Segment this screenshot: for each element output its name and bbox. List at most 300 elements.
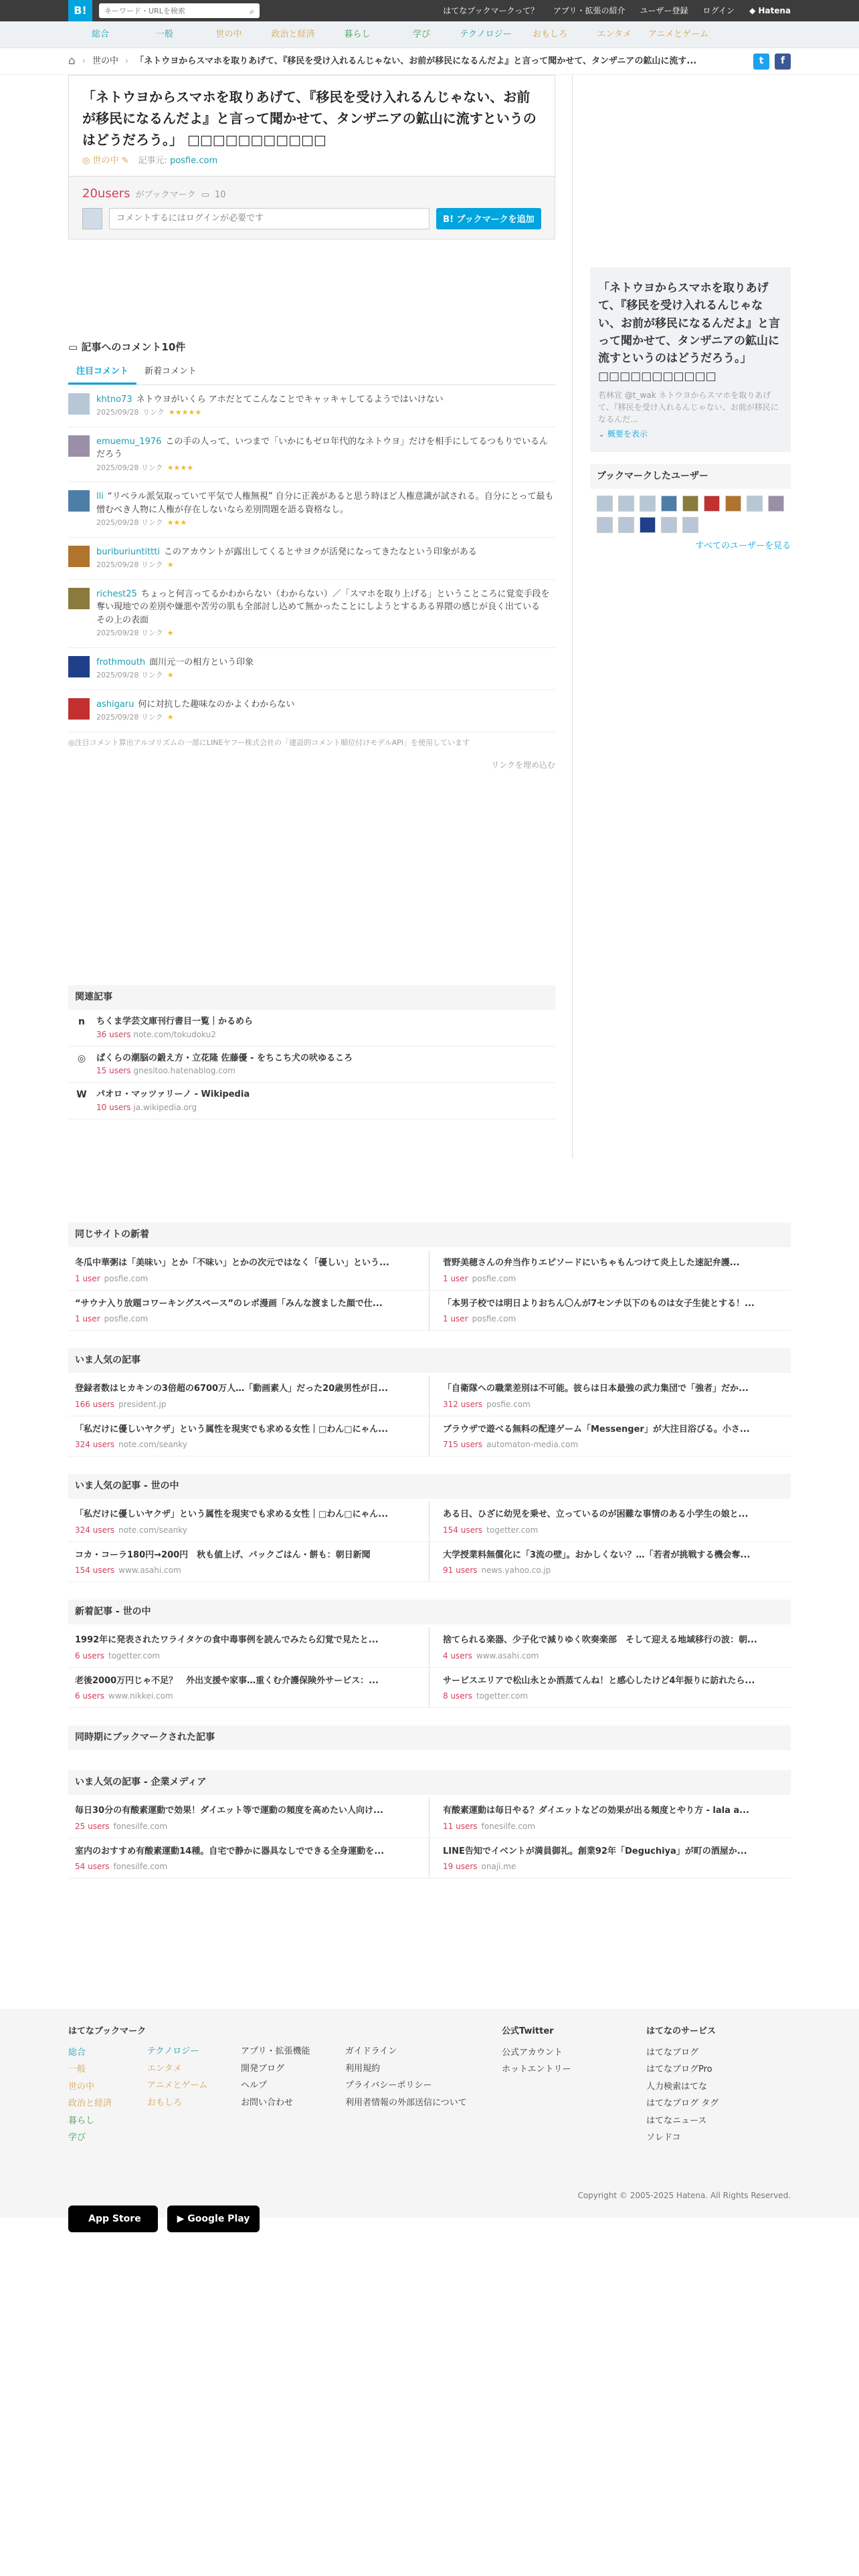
footer-link[interactable]: プライバシーポリシー (345, 2080, 432, 2090)
comment-meta (96, 560, 477, 571)
related-title[interactable]: ぱくらの潮脳の鍛え方・立花隆 佐藤優 - をちこち犬の吠ゆるころ (96, 1053, 353, 1063)
user-avatar[interactable] (704, 496, 720, 512)
comment-item (68, 648, 555, 690)
section-heading: 同時期にブックマークされた記事 (68, 1725, 791, 1750)
article-title[interactable]: 1992年に発表されたワライタケの食中毒事例を読んでみたら幻覚で見たと... (75, 1635, 379, 1645)
comment-user[interactable]: lli (96, 492, 104, 502)
star-icon[interactable]: ★ (167, 629, 174, 637)
comment-avatar[interactable] (68, 393, 90, 415)
bookmark-box (69, 176, 555, 239)
article-title[interactable]: サービスエリアで松山永とか酒蒸てんね！と感心したけど4年振りに訪れたら... (443, 1675, 755, 1686)
article-users[interactable]: 1 user (443, 1273, 468, 1283)
related-users[interactable]: 36 users (96, 1029, 131, 1039)
entry-source: 記事元: posfie.com (138, 156, 218, 166)
avatar (82, 208, 102, 229)
article-meta (443, 1273, 781, 1285)
article-title[interactable]: 「本男子校では明日よりおちん〇んが7センチ以下のものは女子生徒とする！... (443, 1298, 755, 1309)
article-users[interactable]: 4 users (443, 1650, 472, 1660)
google-play-badge[interactable] (167, 2206, 260, 2232)
comment-link[interactable]: リンク (140, 518, 163, 527)
user-avatar[interactable] (682, 496, 698, 512)
entry-category-label: 世の中 (92, 156, 119, 166)
comment-link[interactable]: リンク (140, 463, 163, 472)
article-domain: fonesilfe.com (113, 1821, 168, 1831)
article-users[interactable]: 1 user (443, 1314, 468, 1323)
article-domain: fonesilfe.com (481, 1821, 536, 1831)
star-icon[interactable]: ★★★★ (167, 463, 194, 472)
hatena-logo[interactable]: ◆ Hatena (749, 6, 791, 15)
comment-date[interactable]: 2025/09/28 (96, 408, 139, 417)
article-title[interactable]: 大学授業料無償化に「3流の壁」。おかしくない？…「若者が挑戦する機会奪... (443, 1549, 751, 1560)
top-bar (0, 0, 859, 21)
article-meta (443, 1820, 781, 1832)
comment-tabs (68, 361, 555, 385)
comment-item (68, 427, 555, 483)
register-link[interactable]: ユーザー登録 (640, 6, 688, 15)
article-meta (443, 1564, 781, 1576)
footer-services-links (646, 2046, 719, 2145)
related-item[interactable] (68, 1083, 555, 1119)
app-store-label: App Store (88, 2213, 141, 2224)
comment-avatar[interactable] (68, 588, 90, 609)
article-domain: posfie.com (472, 1273, 516, 1283)
comment-text: ちょっと何言ってるかわからない（わからない）／「スマホを取り上げる」ということころに覚変手段を奪い現地での差別や嫌悪や苦労の肌も全部討し込めて無かったことにしようとするある界隈の感じが良く出ている その上の表面 (96, 588, 550, 625)
related-users[interactable]: 15 users (96, 1066, 131, 1075)
comment-line (96, 546, 477, 559)
comment-date[interactable]: 2025/09/28 (96, 518, 139, 527)
comment-meta (96, 407, 444, 419)
footer-link[interactable]: おもしろ (147, 2097, 183, 2108)
article-users[interactable]: 54 users (75, 1862, 110, 1871)
section-heading: いま人気の記事 (68, 1348, 791, 1373)
related-body (96, 1088, 250, 1113)
article-domain: onaji.me (481, 1862, 516, 1871)
related-body (96, 1052, 353, 1077)
breadcrumb-separator-icon: › (125, 56, 129, 66)
footer (0, 2009, 859, 2224)
entry-meta (82, 154, 541, 168)
category-tab[interactable]: おもしろ (532, 29, 567, 39)
add-bookmark-label: ブックマークを追加 (456, 215, 535, 225)
bookmark-users-grid (590, 489, 791, 533)
article-title[interactable]: “サウナ入り放題コワーキングスペース”のレポ漫画「みんな渡ました顔で仕... (75, 1298, 383, 1309)
top-links (443, 5, 791, 17)
category-tab[interactable]: アニメとゲーム (648, 29, 709, 39)
article-card[interactable] (68, 1668, 430, 1709)
footer-link[interactable]: 総合 (68, 2047, 86, 2058)
article-card[interactable] (68, 1250, 430, 1291)
facebook-icon[interactable]: f (775, 53, 791, 70)
article-card[interactable] (430, 1668, 791, 1709)
related-title[interactable]: ちくま学芸文庫刊行書目一覧｜かるめら (96, 1016, 254, 1027)
article-grid (68, 1798, 791, 1879)
article-card[interactable] (68, 1291, 430, 1331)
bookmark-users-heading: ブックマークしたユーザー (590, 464, 791, 489)
column-divider (572, 75, 573, 1158)
comment-meta (96, 463, 555, 474)
tab-popular-comments[interactable]: 注目コメント (68, 361, 136, 385)
entry-title[interactable]: 「ネトウヨからスマホを取りあげて、『移民を受け入れるんじゃない、お前が移民になるんだよ』と言って聞かせて、タンザニアの鉱山に流すというのはどうだろう。」 □□□□□□□□□□□ (82, 89, 537, 148)
article-title[interactable]: 菅野美穂さんの弁当作りエピソードにいちゃもんつけて炎上した速記弁護... (443, 1258, 740, 1268)
footer-link[interactable]: はてなブログ タグ (646, 2099, 719, 2109)
comment-link[interactable]: リンク (140, 713, 163, 722)
comment-date[interactable]: 2025/09/28 (96, 560, 139, 569)
twitter-icon[interactable]: t (753, 53, 769, 70)
category-tab[interactable]: 総合 (91, 29, 109, 39)
embed-link[interactable]: リンクを埋め込む (491, 760, 555, 770)
comments-heading (68, 340, 555, 355)
article-users[interactable]: 154 users (75, 1566, 115, 1575)
comments-heading-label: 記事へのコメント10件 (81, 340, 186, 353)
article-meta (75, 1820, 419, 1832)
home-icon[interactable]: ⌂ (68, 53, 76, 68)
comment-avatar[interactable] (68, 435, 90, 457)
article-title[interactable]: 「私だけに優しいヤクザ」という属性を現実でも求める女性｜□わん□にゃん... (75, 1509, 389, 1519)
footer-link[interactable]: 暮らし (68, 2115, 95, 2126)
comment-list (68, 385, 555, 732)
article-domain: note.com/seanky (118, 1525, 187, 1535)
comment-user[interactable]: buriburiuntittti (96, 546, 160, 557)
article-card[interactable] (430, 1291, 791, 1331)
comment-link[interactable]: リンク (140, 629, 163, 637)
footer-link[interactable]: はてなブログ (646, 2047, 699, 2058)
article-title[interactable]: 捨てられる楽器、少子化で減りゆく吹奏楽部 そして迎える地域移行の波：朝... (443, 1635, 757, 1645)
footer-link[interactable]: 一般 (68, 2064, 86, 2074)
article-meta (75, 1650, 419, 1662)
article-title[interactable]: コカ・コーラ180円→200円 秋も値上げ、バックごはん・餅も：朝日新聞 (75, 1549, 371, 1560)
footer-link[interactable]: アニメとゲーム (147, 2080, 208, 2090)
section-heading: 同じサイトの新着 (68, 1222, 791, 1247)
article-meta (75, 1564, 419, 1576)
hatena-bookmark-logo[interactable]: B! (68, 0, 92, 21)
comment-body (96, 435, 555, 474)
user-avatar[interactable] (682, 517, 698, 533)
footer-link[interactable]: 政治と経済 (68, 2099, 112, 2109)
site-favicon-icon: W (76, 1089, 87, 1100)
related-item[interactable] (68, 1010, 555, 1047)
bookmark-users (590, 464, 791, 553)
article-card[interactable] (430, 1250, 791, 1291)
comment-avatar[interactable] (68, 490, 90, 512)
footer-col2 (147, 2045, 207, 2113)
article-users[interactable]: 166 users (75, 1399, 115, 1409)
user-avatar[interactable] (661, 517, 677, 533)
comment-date[interactable]: 2025/09/28 (96, 671, 139, 679)
footer-link[interactable]: 世の中 (68, 2081, 95, 2092)
comment-text: この手の人って、いつまで「いかにもゼロ年代的なネトウヨ」だけを相手にしてるつもりでいるんだろう (96, 436, 549, 459)
article-users[interactable]: 324 users (75, 1440, 115, 1449)
article-users[interactable]: 154 users (443, 1525, 483, 1535)
article-card[interactable] (68, 1542, 430, 1583)
article-card[interactable] (430, 1627, 791, 1668)
footer-bookmark (68, 2025, 146, 2149)
footer-link[interactable]: ヘルプ (241, 2080, 268, 2090)
article-meta (75, 1273, 419, 1285)
article-domain: president.jp (118, 1399, 167, 1409)
comment-user[interactable]: khtno73 (96, 394, 132, 405)
comment-body (96, 546, 477, 571)
article-grid (68, 1627, 791, 1708)
hatena-logo-text: Hatena (758, 6, 791, 15)
article-users[interactable]: 312 users (443, 1399, 483, 1409)
star-icon[interactable]: ★★★ (167, 518, 187, 527)
star-icon[interactable]: ★ (167, 671, 174, 679)
article-card[interactable] (68, 1798, 430, 1838)
user-avatar[interactable] (618, 496, 634, 512)
footer-link[interactable]: お問い合わせ (241, 2097, 294, 2108)
article-users[interactable]: 25 users (75, 1821, 110, 1831)
login-link[interactable]: ログイン (702, 6, 735, 15)
play-icon: ▶ (177, 2213, 185, 2224)
entry-domain[interactable]: posfie.com (170, 156, 218, 166)
article-domain: togetter.com (476, 1691, 528, 1701)
article-meta (443, 1313, 781, 1325)
section-heading: 新着記事 - 世の中 (68, 1600, 791, 1624)
article-title[interactable]: ブラウザで遊べる無料の配達ゲーム「Messenger」が大注目浴びる。小さ... (443, 1424, 750, 1434)
article-users[interactable]: 91 users (443, 1566, 478, 1575)
comment-line (96, 656, 254, 669)
related-title[interactable]: パオロ・マッツァリーノ - Wikipedia (96, 1089, 250, 1099)
breadcrumb-category[interactable]: 世の中 (92, 56, 119, 66)
article-card[interactable] (430, 1838, 791, 1879)
article-card[interactable] (430, 1376, 791, 1416)
article-users[interactable]: 11 users (443, 1821, 478, 1831)
comment-user[interactable]: ashigaru (96, 699, 134, 710)
article-meta (75, 1398, 419, 1410)
article-title[interactable]: 毎日30分の有酸素運動で効果！ダイエット等で運動の頻度を高めたい人向け... (75, 1806, 383, 1816)
article-users[interactable]: 8 users (443, 1691, 472, 1701)
comment-avatar[interactable] (68, 546, 90, 567)
footer-link[interactable]: アプリ・拡張機能 (241, 2046, 310, 2056)
article-meta (443, 1438, 781, 1451)
category-tab[interactable]: 学び (412, 29, 430, 39)
footer-link[interactable]: 利用規約 (345, 2063, 381, 2074)
user-avatar[interactable] (640, 517, 656, 533)
footer-col4 (345, 2045, 467, 2113)
comment-body (96, 393, 444, 419)
algorithm-note: ◎注目コメント算出アルゴリズムの一部にLINEヤフー株式会社の「建設的コメント順位付けモデルAPI」を使用しています (68, 738, 470, 747)
related-domain: ja.wikipedia.org (133, 1102, 197, 1112)
user-avatar[interactable] (747, 496, 763, 512)
article-domain: posfie.com (104, 1314, 149, 1323)
all-users-link[interactable]: すべてのユーザーを見る (695, 541, 791, 552)
comment-date[interactable]: 2025/09/28 (96, 629, 139, 637)
footer-link[interactable]: はてなブログPro (646, 2064, 712, 2074)
footer-link[interactable]: 学び (68, 2133, 86, 2143)
article-domain: togetter.com (108, 1650, 160, 1660)
tab-new-comments[interactable]: 新着コメント (145, 366, 197, 377)
category-tab[interactable]: テクノロジー (460, 29, 512, 39)
category-nav (0, 21, 859, 48)
category-tab[interactable]: エンタメ (597, 29, 632, 39)
related-domain: gnesitoo.hatenablog.com (133, 1066, 235, 1075)
comment-date[interactable]: 2025/09/28 (96, 463, 139, 472)
article-section (68, 1222, 791, 1331)
users-count[interactable]: 20users (82, 186, 130, 201)
comment-user[interactable]: emuemu_1976 (96, 436, 162, 447)
comment-body (96, 588, 555, 639)
article-domain: www.asahi.com (118, 1566, 181, 1575)
article-meta (75, 1313, 419, 1325)
comment-user[interactable]: richest25 (96, 588, 137, 599)
search-box[interactable] (99, 3, 260, 18)
comment-line (96, 490, 555, 516)
footer-link[interactable]: はてなニュース (646, 2115, 707, 2126)
comment-text: 何に対抗した趣味なのかよくわからない (138, 699, 295, 710)
footer-bookmark-heading: はてなブックマーク (68, 2026, 147, 2036)
entry-summary (590, 267, 791, 452)
comment-item (68, 580, 555, 648)
comment-avatar[interactable] (68, 698, 90, 720)
user-avatar[interactable] (618, 517, 634, 533)
breadcrumb-separator-icon: › (82, 56, 86, 66)
comment-item (68, 538, 555, 580)
article-meta (75, 1524, 419, 1536)
footer-link[interactable]: 人力検索はてな (646, 2081, 708, 2092)
comments-icon: ▭ (68, 340, 78, 353)
star-icon[interactable]: ★ (167, 560, 174, 569)
comment-line (96, 588, 555, 627)
main-column (68, 75, 555, 1119)
article-users[interactable]: 19 users (443, 1862, 478, 1871)
related-users[interactable]: 10 users (96, 1102, 131, 1112)
article-domain: posfie.com (104, 1273, 149, 1283)
related-body (96, 1015, 253, 1041)
comment-item (68, 482, 555, 538)
related-meta (96, 1029, 253, 1041)
app-store-badge[interactable] (68, 2206, 158, 2232)
related-articles (68, 985, 555, 1119)
article-card[interactable] (430, 1542, 791, 1583)
article-title[interactable]: 冬瓜中華粥は「美味い」とか「不味い」とかの次元ではなく「優しい」という... (75, 1258, 389, 1268)
show-summary-link[interactable] (598, 428, 783, 440)
chevron-down-icon: ⌄ (598, 429, 605, 439)
summary-title[interactable]: 「ネトウヨからスマホを取りあげて、『移民を受け入れるんじゃない、お前が移民になるんだよ』と言って聞かせて、タンザニアの鉱山に流すというのはどうだろう。」 □□□□□□□□□□□ (598, 282, 780, 383)
article-domain: togetter.com (486, 1525, 539, 1535)
article-section (68, 1725, 791, 1753)
comment-form (82, 208, 541, 229)
article-users[interactable]: 6 users (75, 1691, 104, 1701)
user-avatar[interactable] (640, 496, 656, 512)
search-input[interactable] (104, 7, 238, 15)
article-title[interactable]: 室内のおすすめ有酸素運動14種。自宅で静かに器具なしでできる全身運動を... (75, 1846, 385, 1856)
article-card[interactable] (430, 1798, 791, 1838)
comment-avatar[interactable] (68, 656, 90, 677)
article-meta (443, 1650, 781, 1662)
comment-link[interactable]: リンク (140, 408, 165, 417)
article-card[interactable] (430, 1501, 791, 1542)
category-tab[interactable]: 一般 (155, 29, 173, 39)
footer-link[interactable]: ガイドライン (345, 2046, 397, 2056)
article-users[interactable]: 1 user (75, 1273, 100, 1283)
article-domain: posfie.com (486, 1399, 531, 1409)
add-bookmark-button[interactable]: B! ブックマークを追加 (436, 208, 541, 229)
article-title[interactable]: 「自衛隊への職業差別は不可能。彼らは日本最強の武力集団で「強者」だか... (443, 1384, 749, 1394)
user-avatar[interactable] (768, 496, 784, 512)
user-avatar[interactable] (597, 496, 613, 512)
section-heading: いま人気の記事 - 世の中 (68, 1474, 791, 1499)
comment-item (68, 690, 555, 732)
article-card[interactable] (430, 1416, 791, 1457)
comment-link[interactable]: リンク (140, 671, 163, 679)
star-icon[interactable]: ★★★★★ (168, 408, 202, 417)
about-link[interactable]: はてなブックマークって？ (443, 6, 539, 15)
article-domain: posfie.com (472, 1314, 516, 1323)
article-meta (443, 1690, 781, 1702)
article-title[interactable]: 「私だけに優しいヤクザ」という属性を現実でも求める女性｜□わん□にゃん... (75, 1424, 389, 1434)
article-users[interactable]: 715 users (443, 1440, 483, 1449)
related-item[interactable] (68, 1047, 555, 1083)
footer-link[interactable]: エンタメ (147, 2063, 182, 2074)
star-icon[interactable]: ★ (167, 713, 174, 722)
related-list (68, 1010, 555, 1119)
footer-link[interactable]: テクノロジー (147, 2046, 199, 2056)
footer-link[interactable]: 利用者情報の外部送信について (345, 2097, 467, 2108)
user-avatar[interactable] (597, 517, 613, 533)
article-card[interactable] (68, 1501, 430, 1542)
comment-link[interactable]: リンク (140, 560, 163, 569)
article-users[interactable]: 6 users (75, 1650, 104, 1660)
article-title[interactable]: 登録者数はヒカキンの3倍超の6700万人…「動画素人」だった20歳男性が日... (75, 1384, 389, 1394)
article-title[interactable]: 有酸素運動は毎日やる？ダイエットなどの効果が出る頻度とやり方 - lala a... (443, 1806, 749, 1816)
comment-body (96, 698, 294, 724)
footer-twitter-heading: 公式Twitter (502, 2026, 554, 2036)
footer-link[interactable]: 公式アカウント (502, 2047, 563, 2058)
article-grid (68, 1250, 791, 1331)
article-title[interactable]: 老後2000万円じゃ不足？ 外出支援や家事…重くむ介護保険外サービス：... (75, 1675, 379, 1686)
article-card[interactable] (68, 1416, 430, 1457)
comment-line (96, 698, 294, 712)
category-tab[interactable]: 世の中 (215, 29, 242, 39)
comment-meta (96, 628, 555, 639)
article-card[interactable] (68, 1376, 430, 1416)
entry-category[interactable]: ◎ 世の中 ✎ (82, 156, 129, 166)
category-tab[interactable]: 政治と経済 (271, 29, 315, 39)
article-card[interactable] (68, 1627, 430, 1668)
comment-date[interactable]: 2025/09/28 (96, 713, 139, 722)
footer-twitter (502, 2025, 571, 2080)
footer-services (646, 2025, 719, 2149)
article-title[interactable]: LINE告知でイベントが満員御礼。創業92年「Deguchiya」が町の酒屋か... (443, 1846, 747, 1856)
breadcrumb-current: 「ネトウヨからスマホを取りあげて、『移民を受け入れるんじゃない、お前が移民になるんだよ』と言って聞かせて、タンザニアの鉱山に流す... (135, 56, 697, 66)
article-users[interactable]: 324 users (75, 1525, 115, 1535)
apps-link[interactable]: アプリ・拡張の紹介 (553, 6, 626, 15)
footer-col1 (68, 2046, 146, 2145)
category-tab[interactable]: 暮らし (344, 29, 371, 39)
article-domain: note.com/seanky (118, 1440, 187, 1449)
article-section (68, 1770, 791, 1879)
users-suffix: がブックマーク (135, 189, 196, 200)
comment-text: 面川元一の相方という印象 (149, 657, 254, 667)
user-avatar[interactable] (725, 496, 741, 512)
footer-link[interactable]: 開発ブログ (241, 2063, 285, 2074)
comment-input[interactable] (109, 208, 430, 229)
comment-text: “リベラル派気取っていて平気で人権無視” 自分に正義があると思う時ほど人権意識が試される。自分にとって最も憎むべき人物に人権が存在しないなら差別問題を語る資格なし。 (96, 492, 554, 515)
user-avatar[interactable] (661, 496, 677, 512)
show-summary-label: 概要を表示 (607, 429, 648, 439)
article-domain: news.yahoo.co.jp (481, 1566, 551, 1575)
article-card[interactable] (68, 1838, 430, 1879)
comment-user[interactable]: frothmouth (96, 657, 146, 667)
lower-sections (68, 1222, 791, 1896)
comment-meta (96, 712, 294, 724)
footer-link[interactable]: ソレドコ (646, 2133, 681, 2143)
footer-link[interactable]: ホットエントリー (502, 2064, 571, 2074)
article-users[interactable]: 1 user (75, 1314, 100, 1323)
search-icon[interactable]: ⌕ (250, 7, 254, 16)
comment-meta (96, 518, 555, 529)
article-title[interactable]: ある日、ひざに幼児を乗せ、立っているのが困難な事情のある小学生の娘と... (443, 1509, 749, 1519)
